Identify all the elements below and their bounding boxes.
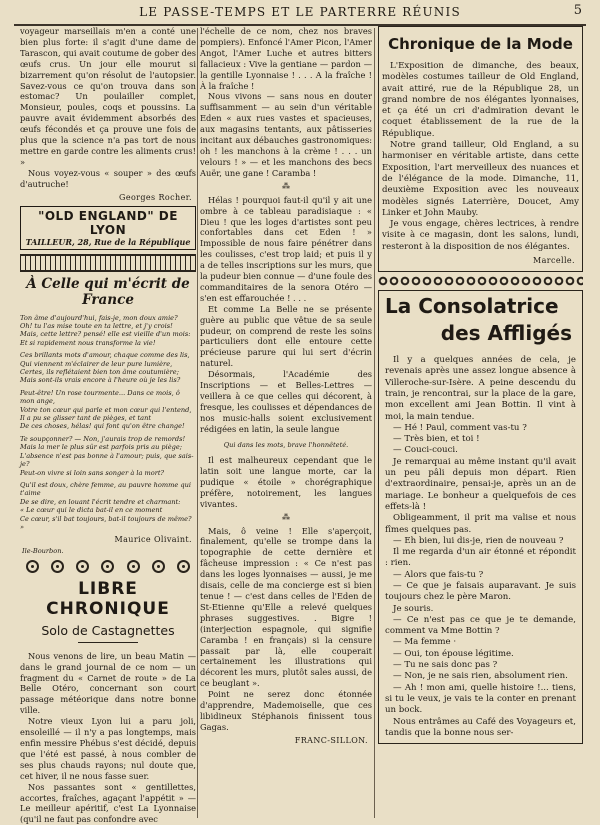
paragraph: Nous vivons — sans nous en douter suffisamment — au sein d'un véritable Eden « aux rues vastes et spacieuses, aux magasins tentants, aux pâtisseries incitant aux débauches gastronomiques: oh ! les manchons à la crème ! . . . un velours ! » — et les manchons des becs Auër, une gane ! Caramba ! (200, 91, 372, 178)
poem-line: Mais, cette lettre? pensé! elle est vieille d'un mois: (20, 330, 191, 339)
poem-line: Il a pu se glisser tant de pièges, et tant (20, 414, 151, 423)
poem-stanza (20, 351, 196, 385)
paragraph: Notre vieux Lyon lui a paru joli, ensoleillé — il n'y a pas longtemps, mais enfin messire Phébus s'est décidé, depuis que l'été est passé, à nous combler de ses plus chauds rayons; nul doute que, cet hiver, il ne nous fasse suer. (20, 716, 196, 781)
poem-stanza (20, 314, 196, 348)
paragraph: — Couci-couci. (393, 445, 458, 456)
poem-line: Peut-on vivre si loin sans songer à la mort? (20, 468, 165, 477)
poem-line: Peut-être! Un rose tourmente... Dans ce mois, ô mon ange, (20, 388, 180, 406)
paragraph: Nous venons de lire, un beau Matin — dans le grand journal de ce nom — un fragment du « Carnet de route » de La Belle Otéro, concernant son court passage météorique dans notre bonne ville. (20, 650, 196, 716)
section-title: LIBRE CHRONIQUE (46, 578, 170, 619)
column-1 (20, 26, 196, 825)
poem-line: Mais sont-ils vrais encore à l'heure où je les lis? (20, 376, 181, 385)
ornament-rings (20, 556, 196, 577)
paragraph: Nos passantes sont « gentillettes, accortes, fraîches, agaçant l'appétit » — Le meilleur apéritif, c'est La Lyonnaise (qu'il ne faut pas confondre avec (20, 781, 196, 825)
paragraph: — Ah ! mon ami, quelle histoire !... tiens, si tu le veux, je vais te la conter en prenant un bock. (385, 682, 576, 716)
poem-line: Ces brillants mots d'amour, chaque comme des lis, (20, 351, 190, 360)
poem-stanza (20, 481, 196, 531)
ad-address: TAILLEUR, 28, Rue de la République (25, 236, 191, 247)
paragraph: — Non, je ne sais rien, absolument rien. (393, 671, 568, 682)
ornament-bar (20, 254, 196, 272)
ring-ornament (76, 560, 89, 573)
subsection-title: Solo de Castagnettes (20, 623, 196, 643)
paragraph: — Hé ! Paul, comment vas-tu ? (393, 422, 527, 433)
poem-line: Qui viennent m'éclairer de leur pure lumière, (20, 359, 173, 368)
poem-stanza (20, 389, 196, 431)
poem-line: « Le cœur qui le dicta bat-il en ce moment (20, 506, 163, 515)
poem-title: À Celle qui m'écrit de France (26, 275, 190, 308)
column-2 (200, 26, 372, 748)
paragraph: Désormais, l'Académie des Inscriptions — et Belles-Lettres — veillera à ce que celles qui décorent, à fresque, les coulisses et dépendances de nos music-halls soient exclusivement rédigées en latin, la seule langue (200, 369, 372, 434)
separator-stars: ⁂ (282, 512, 290, 522)
poem-line: Mais la mer le plus sûr est parfois pris au piège; (20, 443, 182, 452)
ring-ornament (51, 560, 64, 573)
mode-title: Chronique de la Mode (388, 35, 573, 53)
paragraph: — Ma femme · (393, 637, 457, 648)
ring-ornament (177, 560, 190, 573)
ornament-chain (378, 276, 583, 286)
paragraph: Je vous engage, chères lectrices, à rendre visite à ce magasin, dont les salons, lundi, resteront à la disposition de nos élégantes. (382, 219, 579, 252)
column-rule (197, 28, 198, 818)
poem-line: Votre ton cœur qui parle et mon cœur qui l'entend, (20, 405, 192, 414)
story-heading-line2: des Affligés (440, 321, 572, 346)
ring-ornament (26, 560, 39, 573)
paragraph: — Tu ne sais donc pas ? (393, 660, 498, 671)
masthead-title: LE PASSE-TEMPS ET LE PARTERRE RÉUNIS (139, 5, 461, 19)
paragraph: Il me regarda d'un air étonné et répondit : rien. (385, 547, 576, 569)
paragraph: — Eh bien, lui dis-je, rien de nouveau ? (393, 535, 564, 546)
paragraph: Nous entrâmes au Café des Voyageurs et, tandis que la bonne nous ser- (385, 716, 576, 738)
poem-signature: Maurice Olivaint. (114, 535, 192, 545)
paragraph: Je souris. (393, 603, 434, 614)
poem-line: De ces choses, hélas! qui font qu'on être change! (20, 422, 185, 431)
paragraph: Nous voyez-vous « souper » des œufs d'autruche! (20, 167, 196, 189)
poem-line: L'absence n'est pas bonne à l'amour; puis, que sais-je? (20, 451, 194, 469)
ad-name: "OLD ENGLAND" DE LYON (38, 208, 178, 237)
paragraph: — Oui, ton épouse légitime. (393, 648, 514, 659)
paragraph: Il est malheureux cependant que le latin soit une langue morte, car la pudique « étoile » chorégraphique préfère, notoirement, les langues vivantes. (200, 455, 372, 509)
paragraph: — Ce que je faisais auparavant. Je suis toujours chez le père Maron. (385, 580, 576, 603)
poem-line: Ce cœur, s'il bat toujours, bat-il toujours de même? » (20, 514, 192, 531)
quote: Qui dans les mots, brave l'honnêteté. (223, 440, 349, 449)
paragraph: Notre grand tailleur, Old England, a su harmoniser en véritable artiste, dans cette Exposition, l'art merveilleux des nuances et de l'élégance de la mode. Dimanche, 11, deuxième Exposition avec les nouveaux modèles signés Laterrière, Doucet, Amy Linker et John Mauby. (382, 140, 579, 218)
story-heading-line1: La Consolatrice (385, 294, 559, 319)
poem-line: Oh! tu l'as mise toute en ta lettre, et j'y crois! (20, 322, 173, 330)
signature: FRANC-SILLON. (294, 735, 368, 745)
paragraph: Point ne serez donc étonnée d'apprendre, Mademoiselle, que ces libidineux Stéphanois finissent tous Gagas. (200, 689, 372, 732)
poem-place: Ile-Bourbon. (22, 547, 64, 556)
paragraph: — Très bien, et toi ! (393, 434, 480, 445)
story-box (378, 290, 583, 744)
paragraph: Hélas ! pourquoi faut-il qu'il y ait une ombre à ce tableau paradisiaque : « Dieu ! que les loges d'artistes sont peu confortables dans cet Eden ! » Impossible de nous faire pénétrer dans les coulisses, c'est trop laid; et puis il y a de telles inscriptions sur les murs, que la pudeur bien connue — d'une foule des commanditaires de la senora Otéro — s'en est effarouchée ! . . . (200, 194, 372, 303)
poem-line: Certes, ils reflétaient bien ton âme coutumière; (20, 368, 179, 377)
mode-box (378, 26, 583, 272)
ring-ornament (152, 560, 165, 573)
paragraph: Obligeamment, il prit ma valise et nous fîmes quelques pas. (385, 513, 576, 535)
ring-ornament (127, 560, 140, 573)
page-header (14, 2, 586, 26)
paragraph: voyageur marseillais m'en a conté une bien plus forte: il s'agit d'une dame de Tarascon, qui avait coutume de gober des œufs crus. Un jour elle mourut si bizarrement qu'on résolut de l'autopsier. Savez-vous ce qu'on trouva dans son estomac? Un poulailler complet, Monsieur, poules, coqs et poussins. La pauvre avait évidemment absorbés des œufs fécondés et ça prouve une fois de plus que la science n'a pas tort de nous mettre en garde contre les aliments crus! » (20, 26, 196, 167)
advertisement (20, 206, 196, 250)
poem-line: Qu'il est doux, chère femme, au pauvre homme qui t'aime (20, 480, 191, 498)
poem-line: Te soupçonner? — Non, j'aurais trop de remords! (20, 434, 186, 443)
poem-line: Et si rapidement nous transforme la vie! (20, 338, 156, 347)
column-rule (374, 28, 375, 818)
poem-line: De se dire, en louant l'écrit tendre et charmant: (20, 497, 181, 506)
poem-line: Ton âme d'aujourd'hui, fais-je, mon doux amie? (20, 313, 178, 322)
paragraph: — Alors que fais-tu ? (393, 569, 484, 580)
page-number: 5 (573, 3, 582, 18)
paragraph: Il y a quelques années de cela, je revenais après une assez longue absence à Villeroche-sur-Isère. A peine descendu du train, je rencontrai, sur la place de la gare, mon excellent ami Jean Bottin. Il vint à moi, la main tendue. (385, 355, 576, 422)
paragraph: Je remarquai au même instant qu'il avait un peu pâli depuis mon départ. Rien d'extraordinaire, pensai-je, après un an de mariage. Le bonheur a quelquefois de ces effets-là ! (385, 456, 576, 512)
ring-ornament (101, 560, 114, 573)
paragraph: l'échelle de ce nom, chez nos braves pompiers). Enfoncé l'Amer Picon, l'Amer Angot, l'Amer Luche et autres bitters fallacieux : Vive la gentiane — pardon — la gentille Lyonnaise ! . . . A la fraîche ! À la fraîche ! (200, 26, 372, 91)
paragraph: — Ce n'est pas ce que je te demande, comment va Mme Bottin ? (385, 614, 576, 637)
column-3 (378, 26, 583, 744)
poem (20, 314, 196, 532)
signature: Marcelle. (533, 256, 575, 266)
paragraph: Et comme La Belle ne se présente guère au public que vêtue de sa seule pudeur, on comprend de reste les soins particuliers dont elle entoure cette précieuse parure qui lui sert d'écrin naturel. (200, 303, 372, 369)
signature: Georges Rocher. (119, 192, 192, 202)
paragraph: L'Exposition de dimanche, des beaux, modèles costumes tailleur de Old England, avait attiré, rue de la République 28, un grand nombre de nos élégantes lyonnaises, et ça été un cri d'admiration devant le coquet établissement de la rue de la République. (382, 61, 579, 139)
poem-stanza (20, 435, 196, 477)
paragraph: Mais, ô veine ! Elle s'aperçoit, finalement, qu'elle se trompe dans la topographie de cette dernière et fâcheuse impression : « Ce n'est pas dans les loges lyonnaises — aussi, je me disais, celle de ma concierge est si bien tenue ! — c'est dans celles de l'Eden de St-Etienne qu'Elle a relevé quelques phrases suggestives. . Bigre ! (interjection espagnole, qui signifie Caramba ! en français) si la censure passait par là, elle couperait certainement les illustrations qui décorent les murs, plutôt sales aussi, de ce beuglant ». (200, 525, 372, 689)
separator-stars: ⁂ (282, 181, 290, 191)
